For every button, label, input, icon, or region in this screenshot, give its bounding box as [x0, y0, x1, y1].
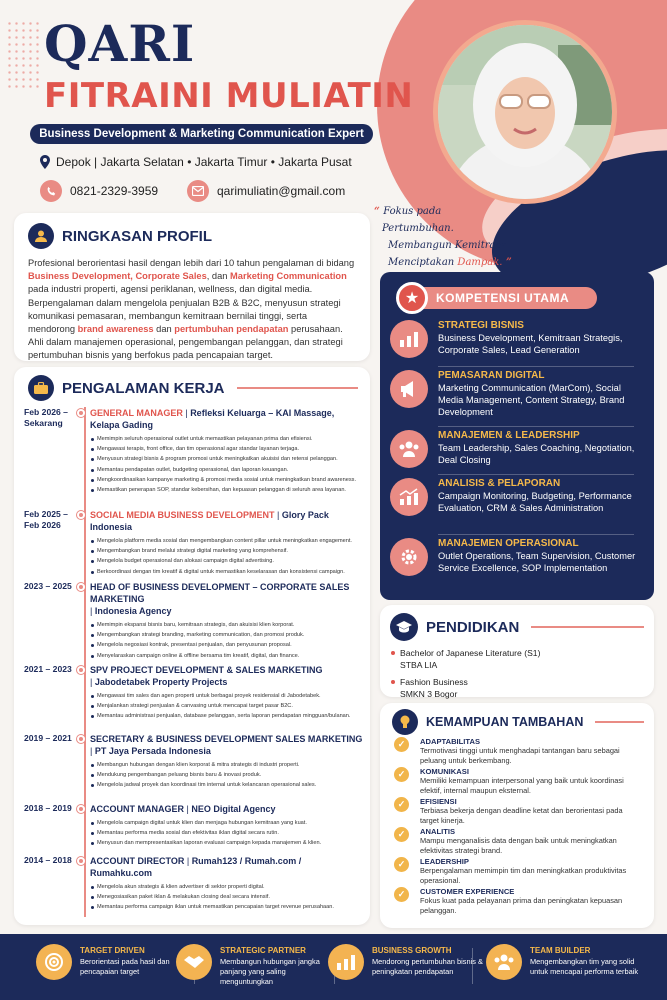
decor-dots	[6, 20, 40, 90]
check-icon: ✓	[394, 827, 409, 842]
job-title: ACCOUNT MANAGER | NEO Digital Agency	[90, 804, 276, 814]
lightbulb-icon	[392, 709, 418, 735]
skills-title: KEMAMPUAN TAMBAHAN	[426, 715, 584, 729]
job-title: GENERAL MANAGER | Refleksi Keluarga – KAI Massage, Kelapa Gading	[90, 408, 335, 430]
job-title: SECRETARY & BUSINESS DEVELOPMENT SALES MARKETING | PT Jaya Persada Indonesia	[90, 734, 363, 756]
target-icon	[36, 944, 72, 980]
quote-line-1: Fokus pada	[383, 206, 442, 217]
summary-card	[14, 213, 370, 361]
quote-line-4: Menciptakan	[388, 257, 458, 268]
tagline-quote: “ Fokus pada Pertumbuhan. Membangun Kemitraan. Menciptakan Dampak. ”	[374, 206, 512, 268]
competencies-title: KOMPETENSI UTAMA	[420, 287, 597, 309]
competency-item: STRATEGI BISNIS Business Development, Kemitraan Strategis, Corporate Sales, Lead Generation	[390, 320, 646, 372]
profile-photo	[438, 25, 612, 199]
user-icon	[28, 223, 54, 249]
team-icon	[390, 430, 428, 468]
bar-chart-icon	[328, 944, 364, 980]
job-title: ACCOUNT DIRECTOR | Rumah123 / Rumah.com / Rumahku.com	[90, 856, 302, 878]
check-icon: ✓	[394, 797, 409, 812]
skills-card: KEMAMPUAN TAMBAHAN ✓ ADAPTABILITAS Termotivasi tinggi untuk menghadapi tantangan baru sebagai peluang untuk berkembang. ✓ KOMUNIKASI Memiliki kemampuan interpersonal yang baik untuk koordinasi efektif, internal maupun eksternal. ✓ EFISIENSI Terbiasa bekerja dengan deadline ketat dan berorientasi pada target kinerja. ✓ ANALITIS Mampu menganalisis data dengan baik untuk meningkatkan efektivitas strategi brand. ✓ LEADERSHIP Berpengalaman memimpin tim dan meningkatkan produktivitas operasional. ✓ CUSTOMER EXPERIENCE Fokus kuat pada pelayanan prima dan peningkatan kepuasan pelanggan.	[380, 703, 654, 928]
location	[40, 155, 352, 169]
check-icon: ✓	[394, 857, 409, 872]
team-icon	[486, 944, 522, 980]
phone-icon	[40, 180, 62, 202]
experience-card	[14, 367, 370, 925]
graduation-cap-icon	[390, 613, 418, 641]
phone-number: 0821-2329-3959	[70, 184, 159, 198]
job-date: 2018 – 2019	[24, 803, 72, 813]
growth-chart-icon	[390, 478, 428, 516]
timeline-line	[84, 407, 86, 917]
job-date: Feb 2026 – Sekarang	[24, 407, 68, 428]
education-item: Fashion Business SMKN 3 Bogor	[390, 676, 644, 700]
handshake-icon	[176, 944, 212, 980]
email-contact[interactable]	[187, 180, 345, 202]
job-bullets: Mengelola akun strategis & klien advertiser di sektor properti digital. Menegosiasikan paket iklan & melakukan closing deal secara intensif. Memantau performa campaign iklan untuk memastikan pencapaian target revenue perusahaan.	[90, 882, 365, 913]
job-title: SPV PROJECT DEVELOPMENT & SALES MARKETING | Jabodetabek Property Projects	[90, 665, 323, 687]
last-name: FITRAINI MULIATIN	[44, 76, 414, 116]
quote-highlight: Dampak.	[457, 257, 503, 268]
star-icon: ★	[396, 282, 428, 314]
competency-item: MANAJEMEN OPERASIONAL Outlet Operations, Team Supervision, Customer Service Excellence, SOP Implementation	[390, 538, 646, 590]
competencies-panel	[380, 272, 654, 600]
job-bullets: Memimpin ekspansi bisnis baru, kemitraan strategis, dan akuisisi klien korporat. Mengembangkan strategi branding, marketing communication, dan promosi produk. Mengelola negosiasi kontrak, presentasi penjualan, dan penyusunan proposal. Menyelaraskan campaign online & offline bersama tim kreatif, digital, dan finance.	[90, 620, 365, 661]
job-bullets: Membangun hubungan dengan klien korporat & mitra strategis di industri properti. Mendukung pengembangan peluang bisnis baru & inovasi produk. Mengelola jadwal proyek dan koordinasi tim internal untuk kelancaran operasional sales.	[90, 760, 365, 791]
experience-title: PENGALAMAN KERJA	[62, 379, 225, 397]
competency-item: MANAJEMEN & LEADERSHIP Team Leadership, Sales Coaching, Negotiation, Deal Closing	[390, 430, 646, 482]
quote-line-2: Pertumbuhan.	[382, 223, 454, 234]
check-icon: ✓	[394, 887, 409, 902]
location-text: Depok | Jakarta Selatan • Jakarta Timur • Jakarta Pusat	[56, 155, 352, 169]
footer-item-target-driven: TARGET DRIVEN Berorientasi pada hasil dan pencapaian target	[36, 944, 196, 994]
education-card	[380, 605, 654, 697]
summary-text: Profesional berorientasi hasil dengan lebih dari 10 tahun pengalaman di bidang Business Development, Corporate Sales, dan Marketing Communication pada industri properti, agensi periklanan, wellness, dan digital media. Berpengalaman dalam mengelola penjualan B2B & B2C, menyusun strategi komunikasi pemasaran, membangun kemitraan bernilai tinggi, serta mendorong brand awareness dan pertumbuhan pendapatan perusahaan. Ahli dalam manajemen operasional, pengembangan pelanggan, dan strategi pertumbuhan bisnis yang berfokus pada pencapaian target.	[28, 258, 355, 361]
footer-item-team-builder: TEAM BUILDER Mengembangkan tim yang solid untuk mencapai performa terbaik	[486, 944, 646, 994]
footer-bar	[0, 934, 667, 1000]
job-date: 2014 – 2018	[24, 855, 72, 865]
job-date: 2021 – 2023	[24, 664, 72, 674]
role-title: Business Development & Marketing Communication Expert	[30, 124, 373, 144]
chart-icon	[390, 320, 428, 358]
education-item: Bachelor of Japanese Literature (S1) STBA LIA	[390, 647, 644, 671]
competency-item: ANALISIS & PELAPORAN Campaign Monitoring, Budgeting, Performance Evaluation, CRM & Sales Administration	[390, 478, 646, 530]
megaphone-icon	[390, 370, 428, 408]
job-date: 2019 – 2021	[24, 733, 72, 743]
job-bullets: Mengelola campaign digital untuk klien dan menjaga hubungan kemitraan yang kuat. Memantau performa media sosial dan efektivitas iklan digital secara rutin. Menyusun dan mempresentasikan laporan evaluasi campaign kepada manajemen & klien.	[90, 818, 365, 849]
summary-title: RINGKASAN PROFIL	[62, 227, 212, 245]
footer-item-business-growth: BUSINESS GROWTH Mendorong pertumbuhan bisnis & peningkatan pendapatan	[328, 944, 488, 994]
job-bullets: Mengawasi tim sales dan agen properti untuk berbagai proyek residensial di Jabodetabek. Menjalankan strategi penjualan & canvasing untuk mencapai target pasar B2C. Memantau administrasi penjualan, database pelanggan, serta laporan pendapatan mingguan/bulanan.	[90, 691, 365, 722]
job-date: Feb 2025 – Feb 2026	[24, 509, 68, 530]
job-title: HEAD OF BUSINESS DEVELOPMENT – CORPORATE SALES MARKETING | Indonesia Agency	[90, 582, 350, 616]
job-bullets: Mengelola platform media sosial dan mengembangkan content pillar untuk meningkatkan engagement. Mengembangkan brand melalui strategi digital marketing yang komprehensif. Mengelola budget operasional dan alokasi campaign digital advertising. Berkoordinasi dengan tim kreatif & digital untuk memastikan keselarasan dan konsistensi campaign.	[90, 536, 365, 577]
competency-item: PEMASARAN DIGITAL Marketing Communication (MarCom), Social Media Management, Content Strategy, Brand Development	[390, 370, 646, 422]
email-icon	[187, 180, 209, 202]
job-bullets: Memimpin seluruh operasional outlet untuk memastikan pelayanan prima dan efisiensi. Mengawasi terapis, front office, dan tim operasional agar standar layanan terjaga. Menyusun strategi bisnis & program promosi untuk meningkatkan akuisisi dan retensi pelanggan. Memantau pendapatan outlet, budgeting operasional, dan laporan keuangan. Mengkoordinasikan kampanye marketing & promosi media sosial untuk meningkatkan brand awareness. Memastikan penerapan SOP, standar kebersihan, dan kepuasan pelanggan di seluruh area layanan.	[90, 434, 365, 495]
gear-icon	[390, 538, 428, 576]
job-title: SOCIAL MEDIA BUSINESS DEVELOPMENT | Glory Pack Indonesia	[90, 510, 329, 532]
briefcase-icon	[28, 375, 54, 401]
check-icon: ✓	[394, 767, 409, 782]
quote-line-3: Membangun Kemitraan.	[388, 240, 512, 251]
location-pin-icon	[40, 155, 50, 169]
first-name: QARI	[44, 14, 196, 73]
profile-photo-frame	[433, 20, 617, 204]
phone-contact[interactable]	[40, 180, 158, 202]
check-icon: ✓	[394, 737, 409, 752]
email-address: qarimuliatin@gmail.com	[217, 184, 346, 198]
footer-item-strategic-partner: STRATEGIC PARTNER Membangun hubungan jangka panjang yang saling menguntungkan	[176, 944, 336, 994]
job-date: 2023 – 2025	[24, 581, 72, 591]
education-title: PENDIDIKAN	[426, 618, 520, 636]
